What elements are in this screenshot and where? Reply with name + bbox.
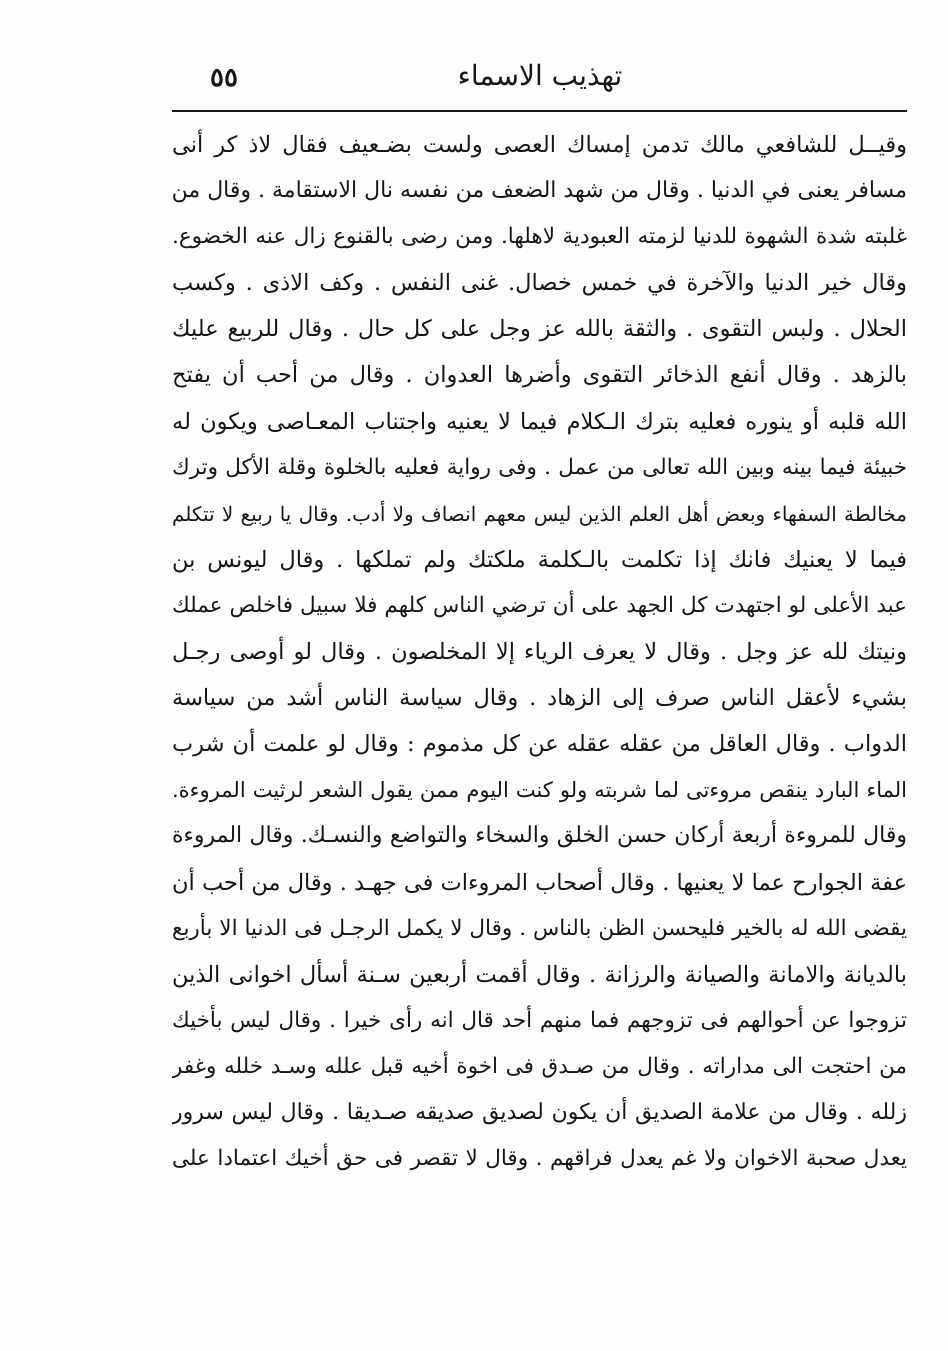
text-line: الدواب . وقال العاقل من عقله عقله عن كل مذموم : وقال لو علمت أن شرب bbox=[172, 731, 907, 758]
text-line: تزوجوا عن أحوالهم فى تزوجهم فما منهم أحد قال انه رأى خيرا . وقال ليس بأخيك bbox=[172, 1007, 907, 1033]
header-rule bbox=[172, 110, 907, 112]
text-line: مخالطة السفهاء وبعض أهل العلم الذين ليس معهم انصاف ولا أدب. وقال يا ربيع لا تتكلم bbox=[172, 501, 907, 526]
text-line: الحلال . ولبس التقوى . والثقة بالله عز وجل على كل حال . وقال للربيع عليك bbox=[172, 316, 907, 343]
text-line: وقال خير الدنيا والآخرة في خمس خصال. غنى النفس . وكف الاذى . وكسب bbox=[172, 270, 907, 297]
text-line: يعدل صحبة الاخوان ولا غم يعدل فراقهم . وقال لا تقصر فى حق أخيك اعتمادا على bbox=[172, 1146, 907, 1172]
text-line: من احتجت الى مداراته . وقال من صـدق فى اخوة أخيه قبل علله وسـد خلله وغفر bbox=[172, 1053, 907, 1079]
text-line: غلبته شدة الشهوة للدنيا لزمته العبودية لاهلها. ومن رضى بالقنوع زال عنه الخضوع. bbox=[172, 224, 907, 250]
text-line: بشيء لأعقل الناس صرف إلى الزهاد . وقال سياسة الناس أشد من سياسة bbox=[172, 685, 907, 712]
text-line: يقضى الله له بالخير فليحسن الظن بالناس . وقال لا يكمل الرجـل فى الدنيا الا بأربع bbox=[172, 915, 907, 941]
text-line: ونيتك لله عز وجل . وقال لا يعرف الرياء إلا المخلصون . وقال لو أوصى رجـل bbox=[172, 639, 907, 666]
text-line: الماء البارد ينقص مروءتى لما شربته ولو كنت اليوم ممن يقول الشعر لرثيت المروءة. bbox=[172, 778, 907, 803]
page-number: ٥٥ bbox=[210, 63, 238, 93]
text-line: وقال للمروءة أربعة أركان حسن الخلق والسخاء والتواضع والنسـك. وقال المروءة bbox=[172, 823, 907, 849]
text-line: وقيــل للشافعي مالك تدمن إمساك العصى ولست بضـعيف فقال لاذ كر أنى bbox=[172, 132, 907, 158]
text-line: فيما لا يعنيك فانك إذا تكلمت بالـكلمة ملكتك ولم تملكها . وقال ليونس بن bbox=[172, 546, 907, 573]
text-line: بالديانة والامانة والصيانة والرزانة . وقال أقمت أربعين سـنة أسأل اخوانى الذين bbox=[172, 961, 907, 988]
text-line: خبيئة فيما بينه وبين الله تعالى من عمل . وفى رواية فعليه بالخلوة وقلة الأكل وترك bbox=[172, 454, 907, 480]
text-line: بالزهد . وقال أنفع الذخائر التقوى وأضرها العدوان . وقال من أحب أن يفتح bbox=[172, 362, 907, 389]
text-line: الله قلبه أو ينوره فعليه بترك الـكلام فيما لا يعنيه واجتناب المعـاصى ويكون له bbox=[172, 408, 907, 435]
text-line: مسافر يعنى في الدنيا . وقال من شهد الضعف من نفسه نال الاستقامة . وقال من bbox=[172, 178, 907, 204]
text-line: زلله . وقال من علامة الصديق أن يكون لصديق صديقه صـديقا . وقال ليس سرور bbox=[172, 1099, 907, 1125]
text-line: عفة الجوارح عما لا يعنيها . وقال أصحاب المروءات فى جهـد . وقال من أحب أن bbox=[172, 869, 907, 896]
body-text bbox=[172, 122, 907, 1182]
running-title: تهذيب الاسماء bbox=[457, 59, 623, 92]
page-header bbox=[170, 55, 905, 105]
text-line: عبد الأعلى لو اجتهدت كل الجهد على أن ترضي الناس كلهم فلا سبيل فاخلص عملك bbox=[172, 592, 907, 618]
